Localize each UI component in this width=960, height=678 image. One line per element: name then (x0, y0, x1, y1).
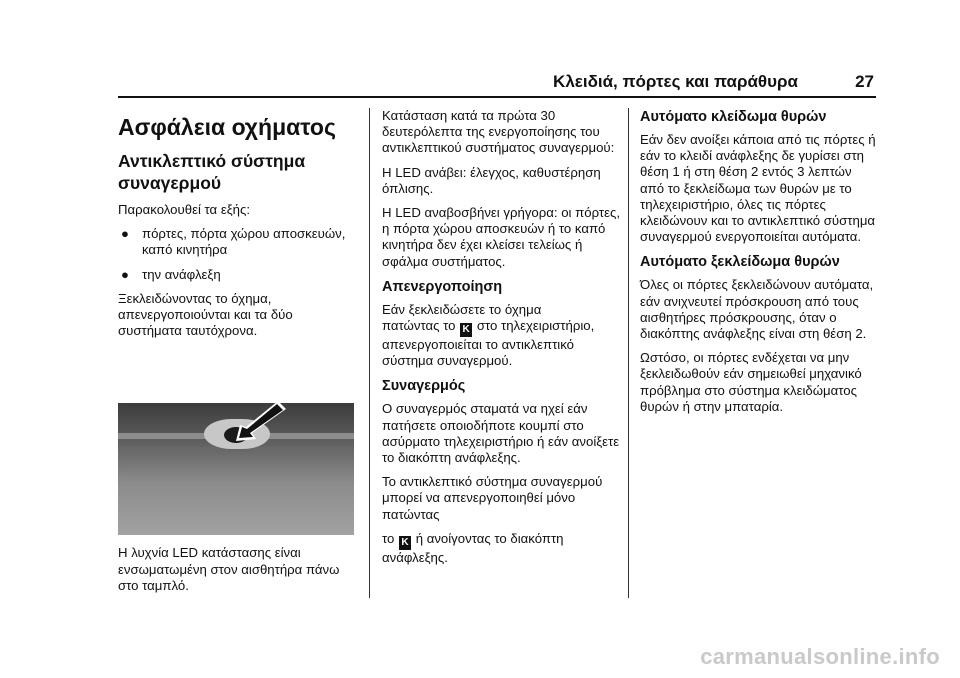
monitored-list (118, 226, 358, 283)
column-1 (118, 108, 358, 602)
watermark: carmanualsonline.info (700, 644, 940, 669)
subsection-title-alarm-system: Αντικλεπτικό σύστημα συναγερμού (118, 151, 306, 193)
unlock-key-icon: K (460, 323, 472, 337)
alarm-paragraph: Ο συναγερμός σταματά να ηχεί εάν πατήσετε οποιοδήποτε κουμπί στο ασύρματο τηλεχειριστήριο ή εάν ανοίξετε το διακόπτη ανάφλεξης. (382, 401, 620, 466)
header-rule (118, 96, 876, 98)
status-paragraph: Κατάσταση κατά τα πρώτα 30 δευτερόλεπτα της ενεργοποίησης του αντικλεπτικού συστήματος συναγερμού: (382, 108, 615, 156)
deactivation-line-3: απενεργοποιείται το αντικλεπτικό σύστημα συναγερμού. (382, 337, 574, 369)
led-on-paragraph: Η LED ανάβει: έλεγχος, καθυστέρηση όπλισης. (382, 164, 601, 196)
bullet-icon: ● (121, 266, 129, 282)
column-divider-1 (369, 108, 370, 598)
alarm-line-pre: το (382, 530, 395, 546)
section-title: Ασφάλεια οχήματος (118, 114, 336, 140)
alarm-line-post: ή ανοίγοντας το διακόπτη ανάφλεξης. (382, 530, 564, 565)
deactivation-line-1: Εάν ξεκλειδώσετε το όχημα (382, 301, 542, 317)
page-number: 27 (855, 72, 874, 91)
subsection-title-alarm: Συναγερμός (382, 378, 466, 395)
led-blink-paragraph: Η LED αναβοσβήνει γρήγορα: οι πόρτες, η πόρτα χώρου αποσκευών ή το καπό κινητήρα δεν έχει κλείσει τελείως ή σφάλμα συστήματος. (382, 205, 620, 269)
photo-caption: Η λυχνία LED κατάστασης είναι ενσωματωμένη στον αισθητήρα πάνω στο ταμπλό. (118, 545, 340, 593)
column-divider-2 (628, 108, 629, 598)
dashboard-sensor-photo (118, 403, 354, 535)
header-title: Κλειδιά, πόρτες και παράθυρα (553, 72, 798, 91)
list-item-text: πόρτες, πόρτα χώρου αποσκευών, καπό κινητήρα (142, 226, 346, 258)
column-2 (382, 108, 620, 574)
note-paragraph: Ωστόσο, οι πόρτες ενδέχεται να μην ξεκλειδωθούν εάν σημειωθεί μηχανικό πρόβλημα στο σύστημα κλειδώματος θυρών ή στην μπαταρία. (640, 350, 862, 414)
deactivation-line-2-post: στο τηλεχειριστήριο, (476, 318, 595, 334)
column-3 (640, 108, 876, 423)
list-item-text: την ανάφλεξη (142, 266, 221, 282)
subsection-title-auto-unlock: Αυτόματο ξεκλείδωμα θυρών (640, 254, 840, 271)
monitors-intro: Παρακολουθεί τα εξής: (118, 202, 250, 217)
list-item (118, 267, 358, 283)
page-header (118, 64, 876, 98)
subsection-title-deactivation: Απενεργοποίηση (382, 278, 503, 295)
alarm-paragraph-2: Το αντικλεπτικό σύστημα συναγερμού μπορεί να απενεργοποιηθεί μόνο πατώντας (382, 474, 603, 522)
pointer-arrow-icon (228, 403, 288, 445)
auto-lock-paragraph: Εάν δεν ανοίξει κάποια από τις πόρτες ή εάν το κλειδί ανάφλεξης δε γυρίσει στη θέση 1 ή στη θέση 2 εντός 3 λεπτών από το ξεκλείδωμα των θυρών με το τηλεχειριστήριο, όλες τις πόρτες κλειδώνουν και το αντικλεπτικό σύστημα συναγερμού ενεργοποιείται αυτόματα. (640, 132, 876, 245)
deactivation-line-2-pre: πατώντας το (382, 318, 456, 334)
auto-unlock-paragraph: Όλες οι πόρτες ξεκλειδώνουν αυτόματα, εάν ανιχνευτεί πρόσκρουση από τους αισθητήρες πρόσκρουσης, όταν ο διακόπτης ανάφλεξης είναι στη θέση 2. (640, 277, 874, 342)
deactivation-paragraph (382, 302, 620, 370)
subsection-title-auto-lock: Αυτόματο κλείδωμα θυρών (640, 109, 827, 125)
alarm-paragraph-3 (382, 531, 620, 566)
bullet-icon: ● (121, 226, 129, 242)
list-item (118, 226, 358, 258)
unlock-paragraph: Ξεκλειδώνοντας το όχημα, απενεργοποιούνται και τα δύο συστήματα ταυτόχρονα. (118, 290, 293, 339)
unlock-key-icon: K (399, 536, 411, 550)
